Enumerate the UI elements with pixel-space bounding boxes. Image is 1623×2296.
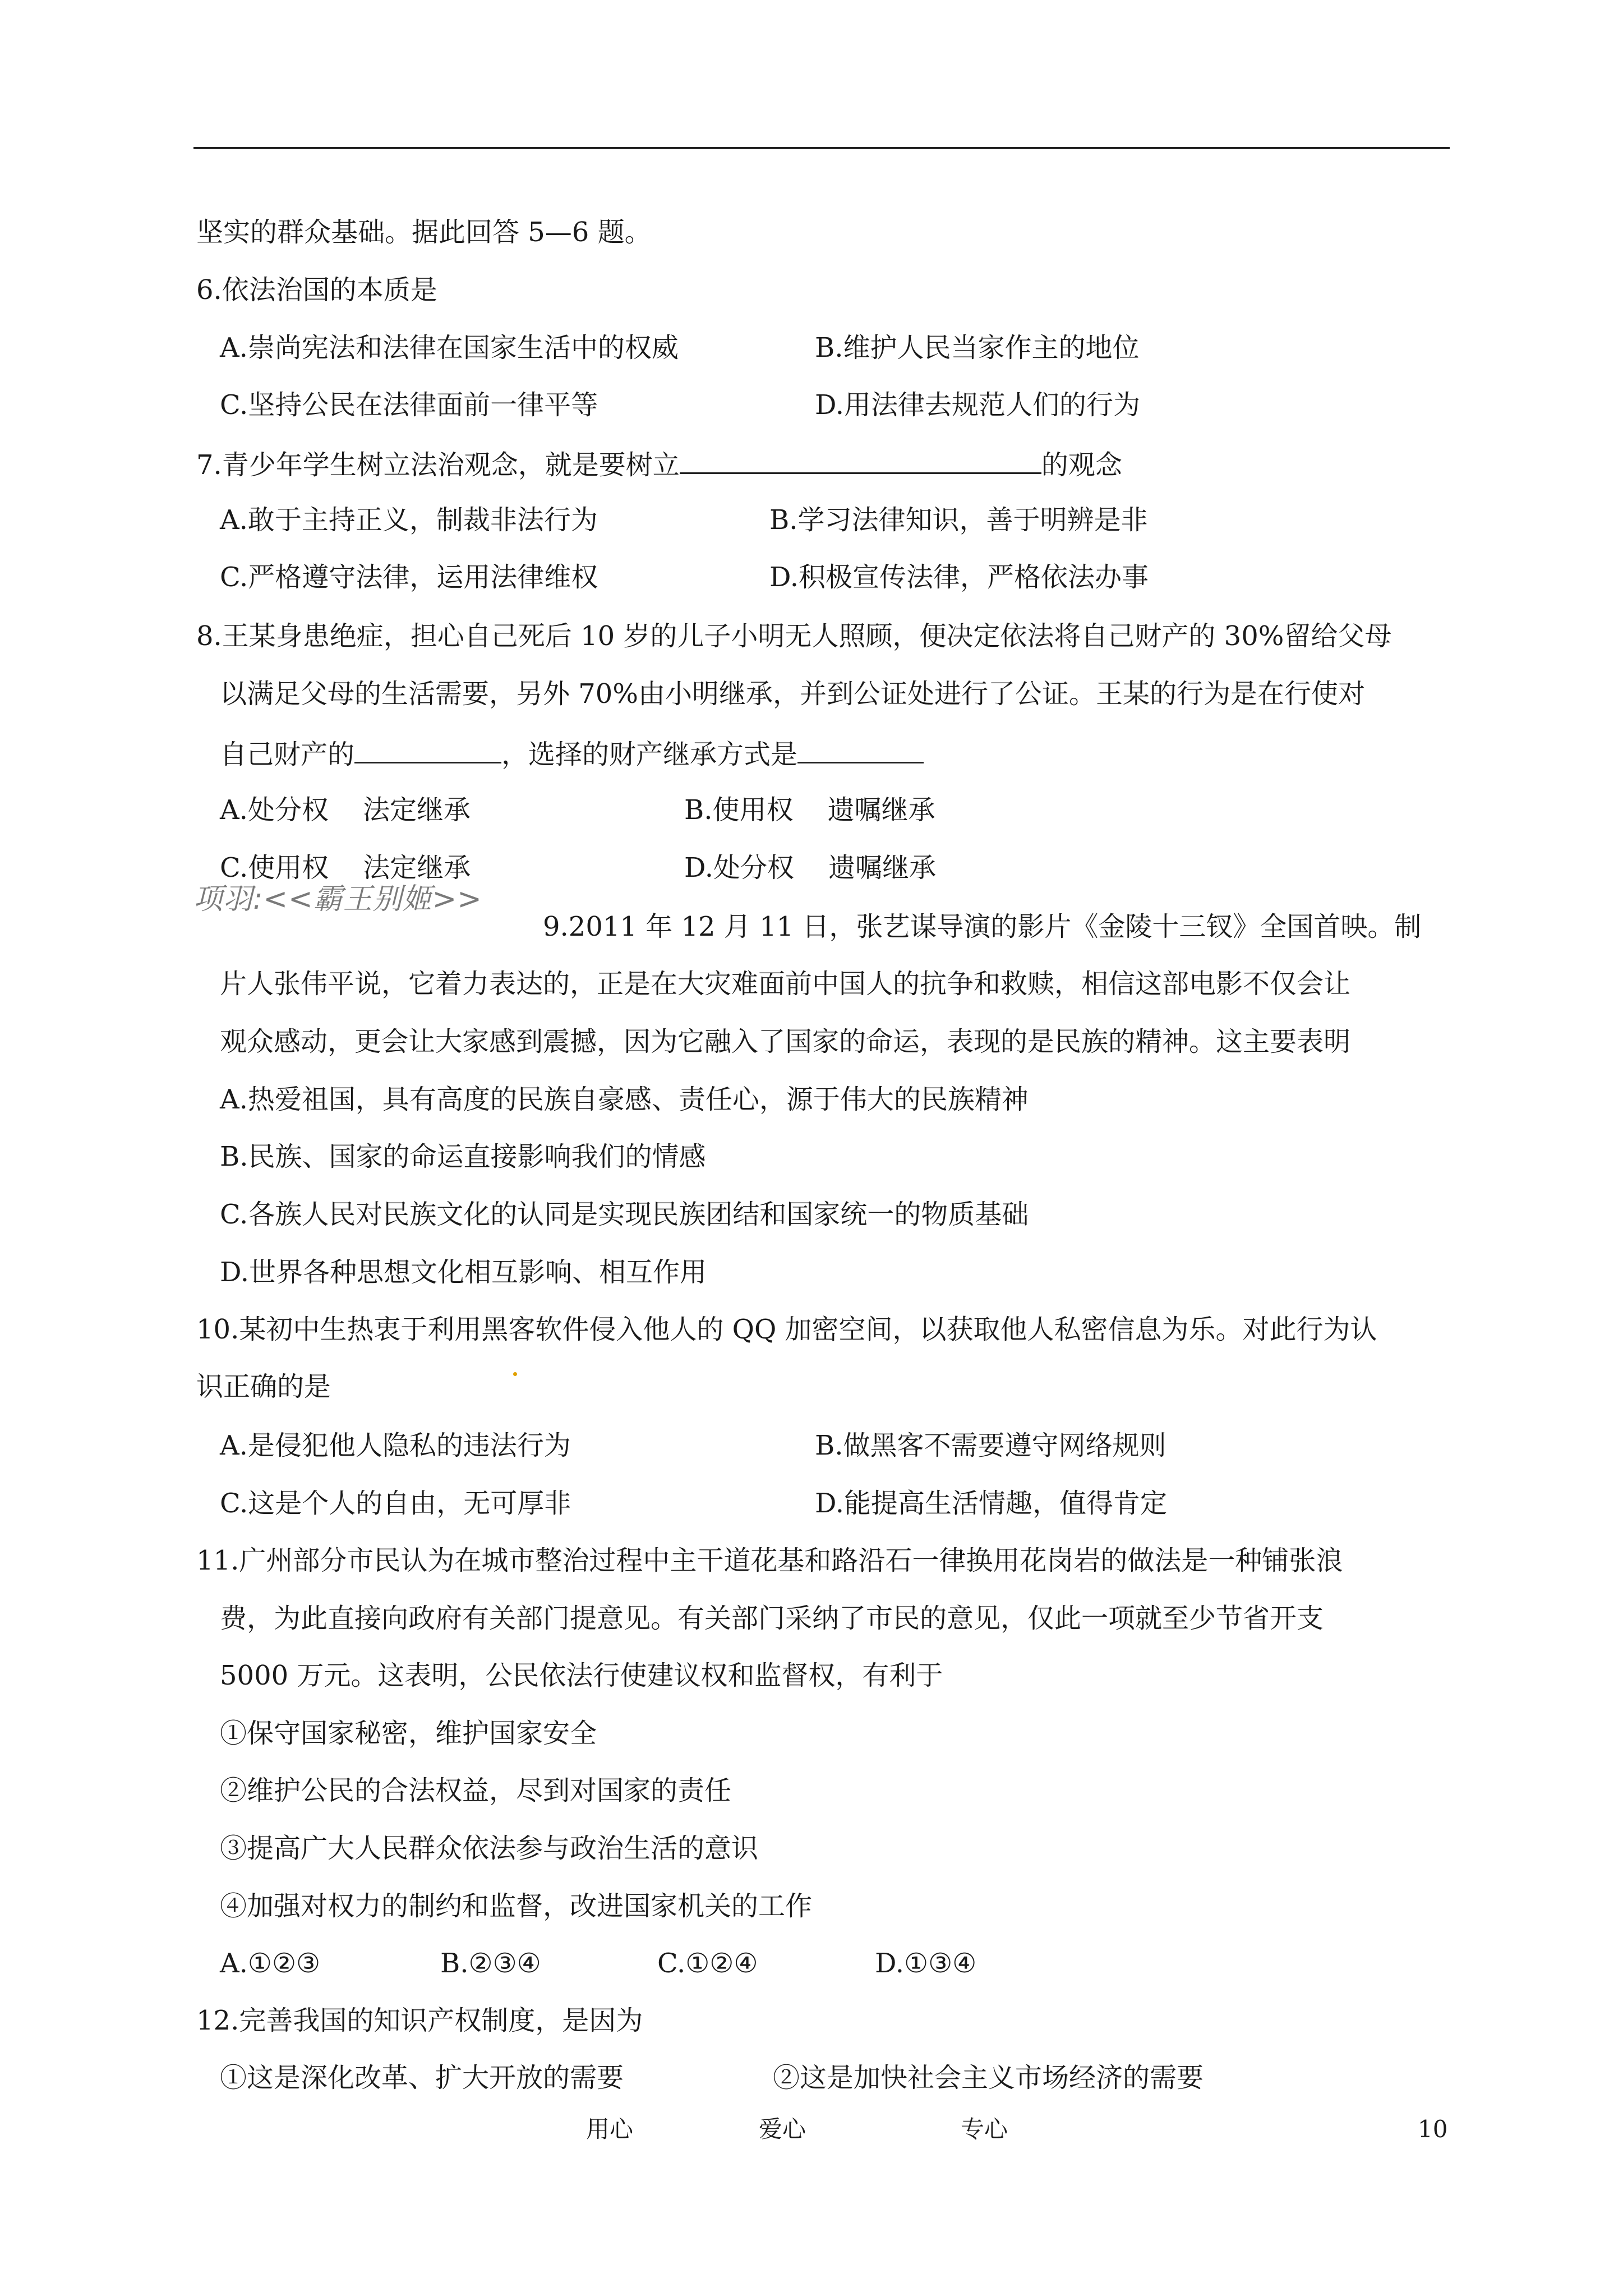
q8-line-3-pre: 自己财产的 xyxy=(220,739,355,770)
answer-blank xyxy=(680,444,1041,474)
q11-item-2: ②维护公民的合法权益，尽到对国家的责任 xyxy=(220,1775,732,1806)
q8-line-2: 以满足父母的生活需要，另外 70%由小明继承，并到公证处进行了公证。王某的行为是在行使对 xyxy=(220,678,1365,710)
q7-stem-pre: 7.青少年学生树立法治观念，就是要树立 xyxy=(196,449,680,481)
q10-line-2: 识正确的是 xyxy=(196,1371,331,1402)
q11-line-1: 11.广州部分市民认为在城市整治过程中主干道花基和路沿石一律换用花岗岩的做法是一种铺张浪 xyxy=(196,1545,1343,1576)
footer-word-2: 爱心 xyxy=(759,2115,806,2143)
watermark-text: 项羽:<<霸王别姬>> xyxy=(193,882,482,916)
q10-line-1: 10.某初中生热衷于利用黑客软件侵入他人的 QQ 加密空间，以获取他人私密信息为乐。对此行为认 xyxy=(196,1314,1377,1345)
q8-option-b: B.使用权 遗嘱继承 xyxy=(684,794,935,826)
q6-option-c: C.坚持公民在法律面前一律平等 xyxy=(220,389,598,421)
q6-option-d: D.用法律去规范人们的行为 xyxy=(815,389,1141,421)
q8-option-d: D.处分权 遗嘱继承 xyxy=(684,852,937,884)
q9-line-1: 9.2011 年 12 月 11 日，张艺谋导演的影片《金陵十三钗》全国首映。制 xyxy=(543,911,1422,942)
stray-dot xyxy=(513,1372,517,1376)
q11-item-1: ①保守国家秘密，维护国家安全 xyxy=(220,1718,597,1749)
q8-line-3 xyxy=(220,734,924,772)
q8-option-a: A.处分权 法定继承 xyxy=(220,794,471,826)
q12-item-2: ②这是加快社会主义市场经济的需要 xyxy=(773,2062,1204,2093)
header-rule xyxy=(193,147,1450,149)
q8-line-1: 8.王某身患绝症，担心自己死后 10 岁的儿子小明无人照顾，便决定依法将自己财产的 30%留给父母 xyxy=(196,620,1392,652)
q8-option-c: C.使用权 法定继承 xyxy=(220,852,471,884)
q9-option-a: A.热爱祖国，具有高度的民族自豪感、责任心，源于伟大的民族精神 xyxy=(220,1084,1029,1115)
q12-stem: 12.完善我国的知识产权制度，是因为 xyxy=(196,2005,643,2036)
answer-blank xyxy=(354,734,501,763)
page-number: 10 xyxy=(1418,2115,1448,2143)
q11-item-4: ④加强对权力的制约和监督，改进国家机关的工作 xyxy=(220,1890,813,1922)
footer-word-1: 用心 xyxy=(586,2115,634,2143)
q7-option-a: A.敢于主持正义，制裁非法行为 xyxy=(220,504,598,536)
q9-line-2: 片人张伟平说，它着力表达的，正是在大灾难面前中国人的抗争和救赎，相信这部电影不仅会让 xyxy=(220,968,1351,1000)
q12-item-1: ①这是深化改革、扩大开放的需要 xyxy=(220,2062,624,2093)
q10-option-b: B.做黑客不需要遵守网络规则 xyxy=(815,1430,1166,1461)
answer-blank xyxy=(797,734,924,763)
q10-option-c: C.这是个人的自由，无可厚非 xyxy=(220,1488,571,1519)
q6-stem: 6.依法治国的本质是 xyxy=(196,274,437,306)
q10-option-d: D.能提高生活情趣，值得肯定 xyxy=(815,1488,1168,1519)
q7-option-d: D.积极宣传法律，严格依法办事 xyxy=(769,562,1149,593)
q7-stem xyxy=(196,444,1122,483)
footer-word-3: 专心 xyxy=(961,2115,1008,2143)
q10-option-a: A.是侵犯他人隐私的违法行为 xyxy=(220,1430,571,1461)
q11-line-3: 5000 万元。这表明，公民依法行使建议权和监督权，有利于 xyxy=(220,1660,943,1691)
q11-item-3: ③提高广大人民群众依法参与政治生活的意识 xyxy=(220,1833,759,1864)
q7-stem-post: 的观念 xyxy=(1041,449,1122,481)
watermark-image xyxy=(193,880,538,919)
q7-option-c: C.严格遵守法律，运用法律维权 xyxy=(220,562,598,593)
q8-line-3-mid: ，选择的财产继承方式是 xyxy=(501,739,798,770)
q6-option-a: A.崇尚宪法和法律在国家生活中的权威 xyxy=(220,332,679,364)
q7-option-b: B.学习法律知识，善于明辨是非 xyxy=(769,504,1148,536)
q9-option-c: C.各族人民对民族文化的认同是实现民族团结和国家统一的物质基础 xyxy=(220,1199,1029,1230)
q11-option-c: C.①②④ xyxy=(657,1948,758,1979)
q6-option-b: B.维护人民当家作主的地位 xyxy=(815,332,1140,364)
q11-line-2: 费，为此直接向政府有关部门提意见。有关部门采纳了市民的意见，仅此一项就至少节省开支 xyxy=(220,1603,1324,1634)
q11-option-d: D.①③④ xyxy=(875,1948,977,1979)
q9-line-3: 观众感动，更会让大家感到震撼，因为它融入了国家的命运，表现的是民族的精神。这主要表明 xyxy=(220,1026,1351,1057)
q11-option-a: A.①②③ xyxy=(220,1948,321,1979)
q9-option-b: B.民族、国家的命运直接影响我们的情感 xyxy=(220,1141,706,1172)
q9-option-d: D.世界各种思想文化相互影响、相互作用 xyxy=(220,1257,707,1288)
intro-tail: 坚实的群众基础。据此回答 5—6 题。 xyxy=(196,217,652,248)
q11-option-b: B.②③④ xyxy=(440,1948,541,1979)
